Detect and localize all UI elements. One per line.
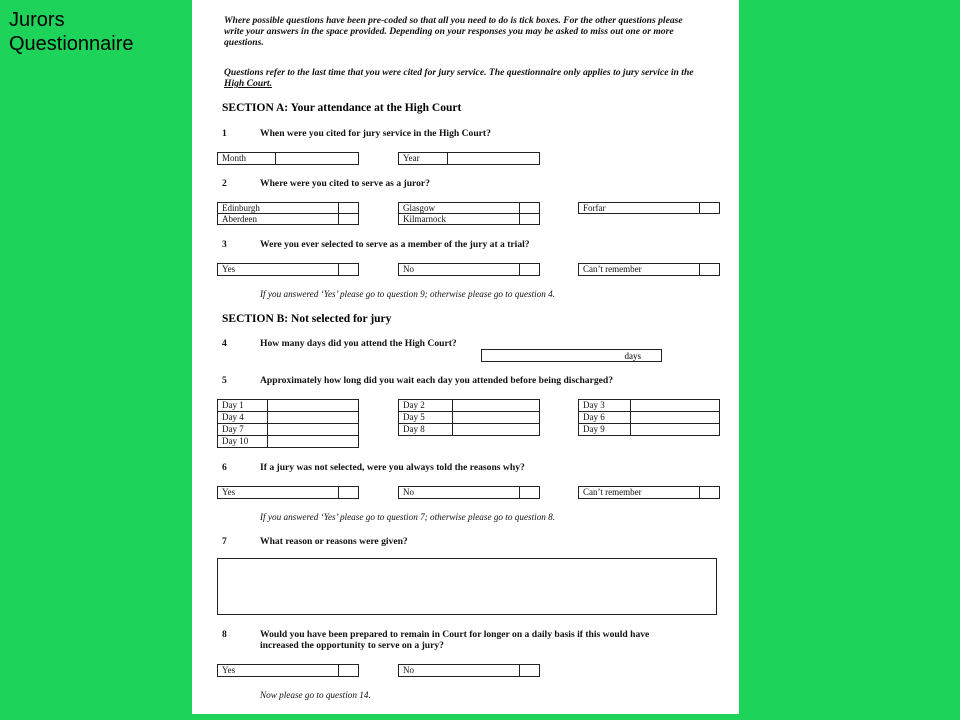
q2-glasgow-checkbox[interactable] [519,203,539,213]
q5-day-8-label: Day 8 [403,424,425,434]
q4-text: How many days did you attend the High Court? [260,338,457,349]
q2-aberdeen-checkbox[interactable] [338,214,358,224]
q3-cant-remember-checkbox[interactable] [699,264,719,275]
questionnaire-page [192,0,739,714]
q3-routing-note: If you answered ‘Yes’ please go to question 9; otherwise please go to question 4. [260,289,556,299]
q6-number: 6 [222,462,227,473]
q1-month-label: Month [222,153,247,163]
q6-yes-label: Yes [222,487,236,497]
q2-edinburgh-label: Edinburgh [222,203,260,213]
q5-day-3-label: Day 3 [583,400,605,410]
q3-option-cant-remember[interactable] [578,263,720,276]
q4-days-field[interactable] [481,349,662,362]
section-a-heading: SECTION A: Your attendance at the High Court [222,102,462,114]
q2-glasgow-label: Glasgow [403,203,435,213]
scope-paragraph [224,67,704,89]
q3-no-checkbox[interactable] [519,264,539,275]
q7-answer-textarea[interactable] [217,558,717,615]
q5-day-4-input[interactable] [267,412,358,423]
q5-day-5-input[interactable] [452,412,539,423]
q6-routing-note: If you answered ‘Yes’ please go to question 7; otherwise please go to question 8. [260,512,556,522]
scope-text: Questions refer to the last time that you were cited for jury service. The questionnaire only applies to jury service in the [224,67,694,78]
slide-title: Jurors Questionnaire [9,9,134,55]
q5-day-8-field[interactable] [398,423,540,436]
q4-number: 4 [222,338,227,349]
q5-day-5-label: Day 5 [403,412,425,422]
q2-text: Where were you cited to serve as a juror? [260,178,430,189]
q2-number: 2 [222,178,227,189]
q5-text: Approximately how long did you wait each day you attended before being discharged? [260,375,614,386]
q5-day-4-label: Day 4 [222,412,244,422]
q3-text: Were you ever selected to serve as a member of the jury at a trial? [260,239,530,250]
q8-yes-checkbox[interactable] [338,665,358,676]
q3-no-label: No [403,264,414,274]
q8-routing-note: Now please go to question 14. [260,690,371,700]
q1-month-input[interactable] [275,153,358,164]
q5-day-2-label: Day 2 [403,400,425,410]
q7-number: 7 [222,536,227,547]
q2-kilmarnock-label: Kilmarnock [403,214,446,224]
q6-option-yes[interactable] [217,486,359,499]
q6-option-no[interactable] [398,486,540,499]
q2-option-kilmarnock[interactable] [398,213,540,225]
q2-option-aberdeen[interactable] [217,213,359,225]
q8-text: Would you have been prepared to remain in Court for longer on a daily basis if this would have increased the opportunity to serve on a jury? [260,629,650,651]
q3-yes-checkbox[interactable] [338,264,358,275]
q4-days-unit: days [624,351,641,361]
q8-option-no[interactable] [398,664,540,677]
q3-option-yes[interactable] [217,263,359,276]
q8-option-yes[interactable] [217,664,359,677]
q8-no-checkbox[interactable] [519,665,539,676]
q2-option-forfar[interactable] [578,202,720,214]
q7-text: What reason or reasons were given? [260,536,408,547]
q1-year-field[interactable] [398,152,540,165]
q5-day-3-input[interactable] [630,400,719,411]
q5-number: 5 [222,375,227,386]
q6-cant-remember-checkbox[interactable] [699,487,719,498]
q3-number: 3 [222,239,227,250]
q2-edinburgh-checkbox[interactable] [338,203,358,213]
q5-day-9-input[interactable] [630,424,719,435]
q6-option-cant-remember[interactable] [578,486,720,499]
q5-day-8-input[interactable] [452,424,539,435]
q2-kilmarnock-checkbox[interactable] [519,214,539,224]
q5-day-6-input[interactable] [630,412,719,423]
q1-text: When were you cited for jury service in the High Court? [260,128,491,139]
q2-forfar-label: Forfar [583,203,606,213]
q5-day-2-input[interactable] [452,400,539,411]
section-b-heading: SECTION B: Not selected for jury [222,313,392,325]
q6-cant-remember-label: Can’t remember [583,487,642,497]
q5-day-1-label: Day 1 [222,400,244,410]
q1-year-label: Year [403,153,420,163]
q5-day-7-input[interactable] [267,424,358,435]
q1-number: 1 [222,128,227,139]
q2-forfar-checkbox[interactable] [699,203,719,213]
q5-day-7-label: Day 7 [222,424,244,434]
q3-option-no[interactable] [398,263,540,276]
q3-cant-remember-label: Can’t remember [583,264,642,274]
q1-year-input[interactable] [447,153,539,164]
q5-day-10-label: Day 10 [222,436,249,446]
q8-number: 8 [222,629,227,640]
q6-no-checkbox[interactable] [519,487,539,498]
scope-court: High Court. [224,78,272,89]
q5-day-9-label: Day 9 [583,424,605,434]
q8-no-label: No [403,665,414,675]
q5-day-10-field[interactable] [217,435,359,448]
q5-day-6-label: Day 6 [583,412,605,422]
q3-yes-label: Yes [222,264,236,274]
intro-paragraph: Where possible questions have been pre-coded so that all you need to do is tick boxes. For the other questions please write your answers in the space provided. Depending on your responses you may be asked to miss out one or more questions. [224,15,683,48]
q2-aberdeen-label: Aberdeen [222,214,257,224]
q6-text: If a jury was not selected, were you always told the reasons why? [260,462,525,473]
q5-day-9-field[interactable] [578,423,720,436]
q5-day-1-input[interactable] [267,400,358,411]
q8-yes-label: Yes [222,665,236,675]
q6-yes-checkbox[interactable] [338,487,358,498]
q1-month-field[interactable] [217,152,359,165]
q5-day-10-input[interactable] [267,436,358,447]
q6-no-label: No [403,487,414,497]
